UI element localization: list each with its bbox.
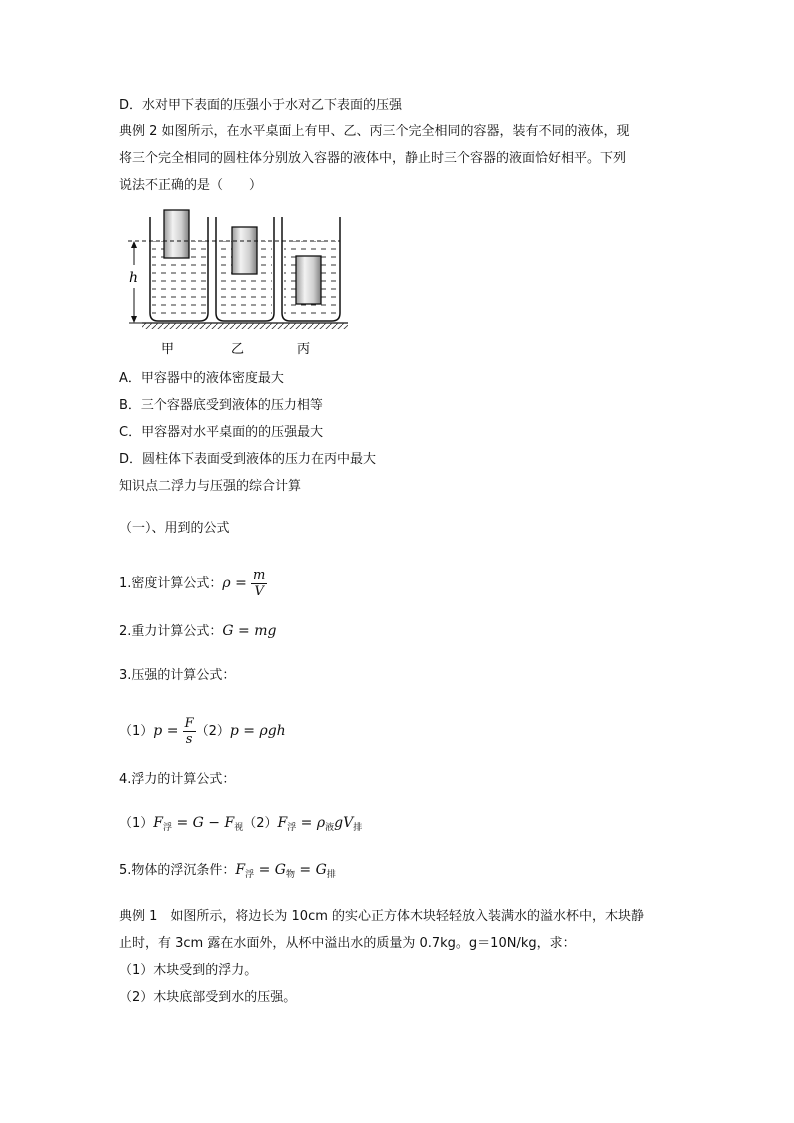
example1-line1: 典例 1 如图所示，将边长为 10cm 的实心正方体木块轻轻放入装满水的溢水杯中，木块静 <box>119 909 645 924</box>
formula-buoyancy-sub-fu2: 浮 <box>287 823 297 833</box>
formula-float-sub-pai: 排 <box>326 870 336 880</box>
formula-float-sub-fu: 浮 <box>245 870 255 880</box>
formula-density-num: m <box>252 568 266 583</box>
h-label: h <box>129 270 139 286</box>
formula-buoyancy-sub-ye: 液 <box>325 823 335 833</box>
label-jia: 甲 <box>161 342 175 357</box>
label-yi: 乙 <box>231 342 245 357</box>
formula-float-F: F <box>235 862 246 878</box>
formula-buoyancy-p1: （1） <box>119 816 154 831</box>
option-d: D．圆柱体下表面受到液体的压力在丙中最大 <box>119 452 377 467</box>
formula-pressure-expr2: p = ρgh <box>229 723 286 739</box>
example2-line1: 典例 2 如图所示，在水平桌面上有甲、乙、丙三个完全相同的容器，装有不同的液体，现 <box>119 124 630 139</box>
formula-density-label: 1.密度计算公式： <box>119 576 223 591</box>
formula-buoyancy-sub-fu: 浮 <box>163 823 173 833</box>
formula-pressure-label: 3.压强的计算公式： <box>119 668 236 683</box>
formula-float-eq1: = G <box>254 862 286 878</box>
label-bing: 丙 <box>297 342 311 357</box>
example1-question2: （2）木块底部受到水的压强。 <box>119 990 297 1005</box>
example1-line2: 止时，有 3cm 露在水面外，从杯中溢出水的质量为 0.7kg。g＝10N/kg，求： <box>119 936 576 951</box>
section-title: 知识点二浮力与压强的综合计算 <box>119 479 302 494</box>
formula-pressure-p2: （2） <box>195 724 230 739</box>
formula-buoyancy-F2: F <box>277 815 288 831</box>
formula-buoyancy-sub-pai: 排 <box>353 823 363 833</box>
example2-line3: 说法不正确的是（ ） <box>119 178 263 193</box>
formula-pressure-num: F <box>184 716 194 731</box>
formula-density <box>119 568 267 599</box>
formula-pressure-fraction <box>183 716 196 747</box>
formula-pressure <box>119 716 286 747</box>
cylinder-yi <box>232 227 257 274</box>
h-arrowhead-up <box>131 241 137 248</box>
option-d-previous: D．水对甲下表面的压强小于水对乙下表面的压强 <box>119 98 403 113</box>
formula-buoyancy-gV: gV <box>334 815 354 831</box>
example2-line2: 将三个完全相同的圆柱体分别放入容器的液体中，静止时三个容器的液面恰好相平。下列 <box>119 151 627 166</box>
formula-buoyancy-F: F <box>153 815 163 831</box>
table-hatch <box>142 323 348 329</box>
formula-float-sub-wu: 物 <box>285 870 295 880</box>
formula-pressure-p1: （1） <box>119 724 154 739</box>
formula-density-fraction <box>251 568 267 599</box>
cylinder-jia <box>164 210 189 258</box>
formula-buoyancy-label: 4.浮力的计算公式： <box>119 772 236 787</box>
formula-buoyancy-eq: = ρ <box>296 815 326 831</box>
h-arrowhead-down <box>131 316 137 323</box>
option-a: A．甲容器中的液体密度最大 <box>119 371 284 386</box>
formula-gravity-expr: G = mg <box>222 623 277 639</box>
subsection-title: （一）、用到的公式 <box>119 521 230 536</box>
formula-gravity-label: 2.重力计算公式： <box>119 624 223 639</box>
formula-pressure-lhs: p = <box>153 723 179 739</box>
option-b: B．三个容器底受到液体的压力相等 <box>119 398 323 413</box>
example1-question1: （1）木块受到的浮力。 <box>119 963 258 978</box>
formula-float-condition <box>119 860 336 885</box>
option-c: C．甲容器对水平桌面的的压强最大 <box>119 425 324 440</box>
formula-buoyancy-sub-shi: 视 <box>234 823 244 833</box>
formula-buoyancy <box>119 813 362 838</box>
formula-density-den: V <box>254 584 264 599</box>
formula-pressure-den: s <box>185 732 193 747</box>
formula-float-label: 5.物体的浮沉条件： <box>119 863 236 878</box>
three-containers-figure <box>120 205 350 360</box>
formula-buoyancy-mid: = G − F <box>172 815 235 831</box>
formula-buoyancy-p2: （2） <box>243 816 278 831</box>
formula-float-eq2: = G <box>294 862 327 878</box>
formula-gravity <box>119 621 276 642</box>
cylinder-bing <box>296 256 321 304</box>
formula-density-lhs: ρ = <box>222 575 247 591</box>
